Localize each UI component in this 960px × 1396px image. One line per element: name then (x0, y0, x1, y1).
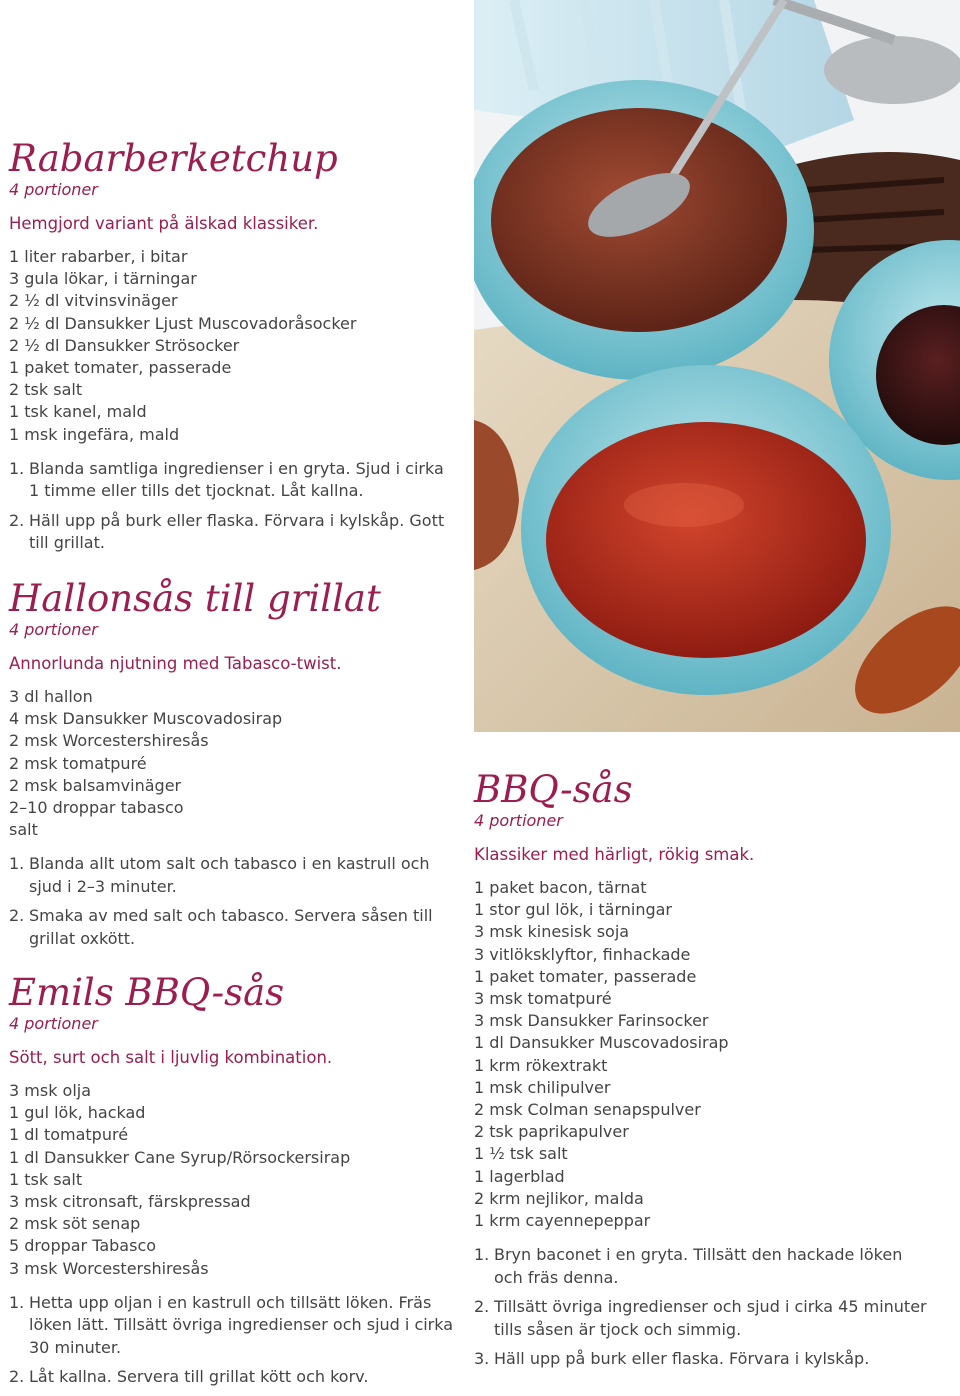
step-text: Häll upp på burk eller flaska. Förvara i kylskåp. (494, 1349, 870, 1369)
ingredient-item: salt (9, 820, 38, 840)
recipe-title: Emils BBQ-sås (9, 971, 285, 1014)
recipe-portions: 4 portioner (9, 180, 98, 199)
step-list (474, 1244, 934, 1371)
ingredient-item: 1 gul lök, hackad (9, 1103, 146, 1123)
ingredient-list (9, 686, 459, 841)
ingredient-item: 1 krm cayennepeppar (474, 1211, 651, 1231)
ingredient-item: 1 msk ingefära, mald (9, 424, 180, 444)
step-item (9, 458, 459, 503)
ingredient-item: 3 msk Dansukker Farinsocker (474, 1011, 709, 1031)
step-item (9, 905, 459, 950)
ingredient-item: 2 tsk salt (9, 380, 83, 400)
recipe-subtitle: Hemgjord variant på älskad klassiker. (9, 214, 319, 233)
recipe-title: BBQ-sås (474, 768, 633, 811)
step-item (474, 1244, 934, 1289)
step-item (474, 1348, 934, 1371)
ingredient-item: 3 dl hallon (9, 687, 93, 706)
ingredient-item: 4 msk Dansukker Muscovadosirap (9, 709, 283, 729)
step-list (9, 853, 459, 950)
ingredient-item: 1 msk chilipulver (474, 1077, 611, 1097)
step-item (9, 1366, 459, 1389)
ingredient-item: 1 stor gul lök, i tärningar (474, 900, 672, 920)
recipe-title: Hallonsås till grillat (9, 577, 381, 620)
step-number: 1. (9, 458, 25, 478)
step-number: 1. (474, 1245, 490, 1265)
ingredient-item: 3 msk Worcestershiresås (9, 1258, 209, 1278)
step-text: Låt kallna. Servera till grillat kött och korv. (29, 1367, 369, 1387)
recipe-portions: 4 portioner (9, 1014, 98, 1033)
ingredient-item: 2 ½ dl vitvinsvinäger (9, 291, 178, 311)
sauce-photo-illustration (474, 0, 960, 732)
ingredient-item: 2 msk tomatpuré (9, 753, 147, 773)
step-text: Bryn baconet i en gryta. Tillsätt den hackade löken och fräs denna. (494, 1245, 903, 1287)
ingredient-item: 2 msk Worcestershiresås (9, 731, 209, 751)
ingredient-item: 5 droppar Tabasco (9, 1236, 157, 1256)
ingredient-list (9, 1080, 459, 1280)
recipe-hallonsas (9, 578, 459, 957)
ingredient-item: 3 msk kinesisk soja (474, 922, 630, 942)
step-number: 1. (9, 854, 25, 874)
ingredient-item: 1 paket tomater, passerade (474, 966, 697, 986)
ingredient-item: 1 dl Dansukker Muscovadosirap (474, 1033, 729, 1053)
ingredient-item: 3 gula lökar, i tärningar (9, 269, 197, 289)
step-number: 1. (9, 1292, 25, 1312)
ingredient-item: 2–10 droppar tabasco (9, 798, 184, 818)
recipe-subtitle: Klassiker med härligt, rökig smak. (474, 845, 755, 864)
recipe-portions: 4 portioner (9, 620, 98, 639)
ingredient-item: 1 dl Dansukker Cane Syrup/Rörsockersirap (9, 1147, 351, 1167)
ingredient-item: 1 tsk kanel, mald (9, 402, 147, 422)
step-text: Häll upp på burk eller flaska. Förvara i kylskåp. Gott till grillat. (29, 510, 445, 553)
step-number: 2. (9, 510, 25, 530)
ingredient-item: 2 ½ dl Dansukker Strösocker (9, 335, 240, 355)
ingredient-item: 3 msk olja (9, 1081, 92, 1100)
step-item (474, 1296, 934, 1341)
step-number: 2. (9, 906, 25, 926)
ingredient-item: 2 tsk paprikapulver (474, 1122, 629, 1142)
recipe-title: Rabarberketchup (9, 137, 338, 180)
ingredient-item: 1 liter rabarber, i bitar (9, 247, 188, 266)
ingredient-list (474, 877, 934, 1232)
step-item (9, 853, 459, 898)
ingredient-item: 1 tsk salt (9, 1169, 83, 1189)
ingredient-item: 2 krm nejlikor, malda (474, 1188, 644, 1208)
step-text: Hetta upp oljan i en kastrull och tillsätt löken. Fräs löken lätt. Tillsätt övriga ingredienser och sjud i cirka 30 minuter. (29, 1292, 454, 1357)
ingredient-item: 1 ½ tsk salt (474, 1144, 568, 1164)
step-number: 3. (474, 1349, 490, 1369)
ingredient-item: 1 paket bacon, tärnat (474, 878, 647, 897)
step-text: Blanda samtliga ingredienser i en gryta. Sjud i cirka 1 timme eller tills det tjocknat. Låt kallna. (29, 458, 444, 501)
ingredient-item: 1 krm rökextrakt (474, 1055, 608, 1075)
step-number: 2. (9, 1367, 25, 1387)
sauce-bowls-photo (474, 0, 960, 732)
recipe-subtitle: Annorlunda njutning med Tabasco-twist. (9, 654, 342, 673)
step-list (9, 1292, 459, 1389)
recipe-emils-bbq (9, 972, 459, 1396)
step-text: Tillsätt övriga ingredienser och sjud i cirka 45 minuter tills såsen är tjock och simmig. (494, 1297, 927, 1339)
ingredient-item: 1 dl tomatpuré (9, 1125, 129, 1145)
ingredient-list (9, 246, 459, 446)
ingredient-item: 3 msk tomatpuré (474, 989, 612, 1009)
recipe-portions: 4 portioner (474, 811, 563, 830)
ingredient-item: 1 lagerblad (474, 1166, 565, 1186)
step-number: 2. (474, 1297, 490, 1317)
ingredient-item: 3 vitlöksklyftor, finhackade (474, 944, 691, 964)
step-item (9, 510, 459, 555)
ingredient-item: 1 paket tomater, passerade (9, 358, 232, 378)
ingredient-item: 2 ½ dl Dansukker Ljust Muscovadoråsocker (9, 313, 357, 333)
recipe-rabarberketchup (9, 138, 459, 562)
ingredient-item: 3 msk citronsaft, färskpressad (9, 1192, 251, 1212)
step-text: Smaka av med salt och tabasco. Servera såsen till grillat oxkött. (29, 906, 433, 948)
ingredient-item: 2 msk Colman senapspulver (474, 1100, 701, 1120)
ingredient-item: 2 msk balsamvinäger (9, 775, 182, 795)
recipe-bbq-sas (474, 769, 934, 1378)
step-list (9, 458, 459, 555)
step-text: Blanda allt utom salt och tabasco i en kastrull och sjud i 2–3 minuter. (29, 854, 430, 896)
ingredient-item: 2 msk söt senap (9, 1214, 141, 1234)
recipe-subtitle: Sött, surt och salt i ljuvlig kombination. (9, 1048, 333, 1067)
step-item (9, 1292, 459, 1360)
